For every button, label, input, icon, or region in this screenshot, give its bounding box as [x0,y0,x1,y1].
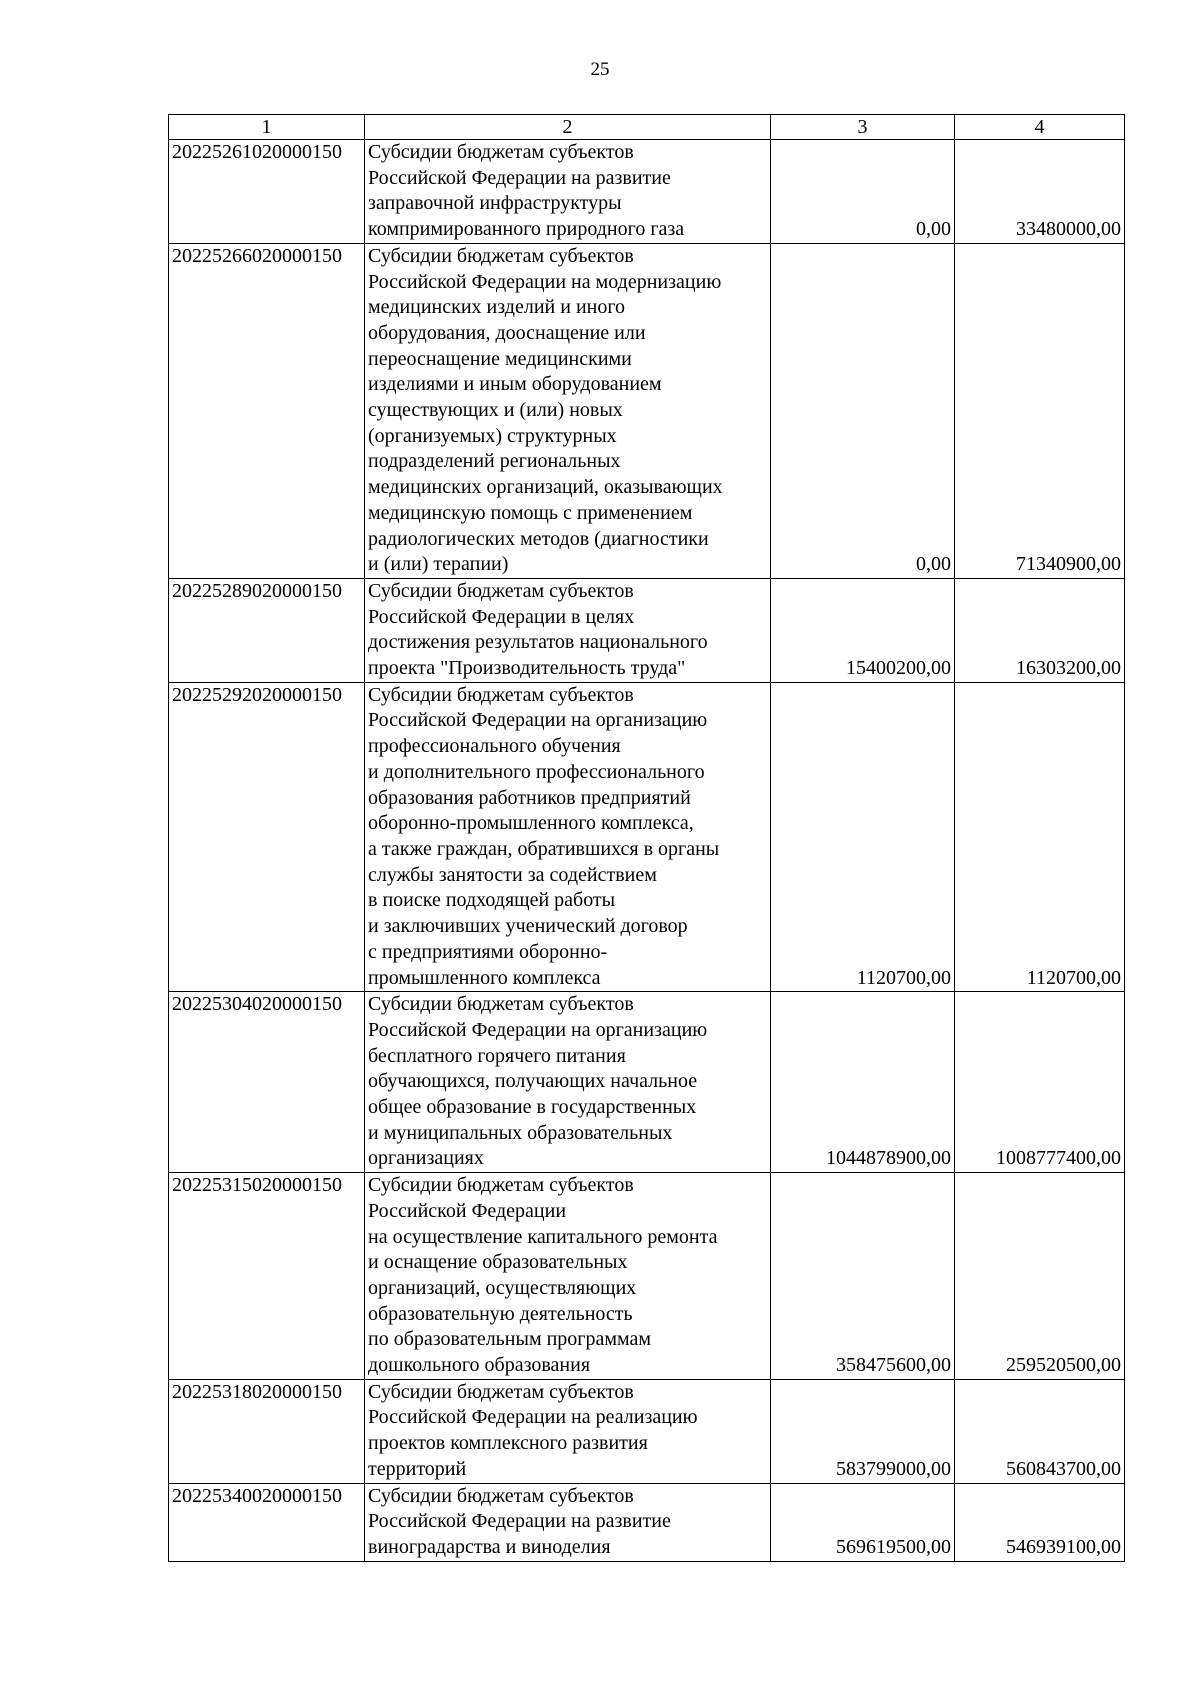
amount-col-4-cell: 33480000,00 [955,140,1125,244]
amount-col-3-cell: 583799000,00 [771,1379,955,1483]
description-cell: Субсидии бюджетам субъектов Российской Федерации на модернизацию медицинских изделий и иного оборудования, дооснащение или переоснащение медицинскими изделиями и иным оборудованием существующих и (или) новых (организуемых) структурных подразделений региональных медицинских организаций, оказывающих медицинскую помощь с применением радиологических методов (диагностики и (или) терапии) [365,243,771,578]
description-cell: Субсидии бюджетам субъектов Российской Федерации в целях достижения результатов национального проекта "Производительность труда" [365,578,771,682]
amount-col-4-cell: 71340900,00 [955,243,1125,578]
table-header-row [169,115,1125,140]
description-cell: Субсидии бюджетам субъектов Российской Федерации на реализацию проектов комплексного развития территорий [365,1379,771,1483]
amount-col-4-cell: 259520500,00 [955,1173,1125,1380]
amount-col-3-cell: 0,00 [771,140,955,244]
amount-col-4-cell: 560843700,00 [955,1379,1125,1483]
description-cell: Субсидии бюджетам субъектов Российской Федерации на организацию бесплатного горячего питания обучающихся, получающих начальное общее образование в государственных и муниципальных образовательных организациях [365,992,771,1173]
description-cell: Субсидии бюджетам субъектов Российской Федерации на развитие заправочной инфраструктуры компримированного природного газа [365,140,771,244]
amount-col-3-cell: 569619500,00 [771,1483,955,1561]
description-cell: Субсидии бюджетам субъектов Российской Федерации на организацию профессионального обучения и дополнительного профессионального образования работников предприятий оборонно-промышленного комплекса, а также граждан, обратившихся в органы службы занятости за содействием в поиске подходящей работы и заключивших ученический договор с предприятиями оборонно- промышленного комплекса [365,682,771,991]
budget-code-cell: 20225266020000150 [169,243,365,578]
budget-code-cell: 20225289020000150 [169,578,365,682]
table-row [169,578,1125,682]
budget-code-cell: 20225261020000150 [169,140,365,244]
table-row [169,682,1125,991]
amount-col-3-cell: 15400200,00 [771,578,955,682]
table-row [169,140,1125,244]
budget-table [168,114,1125,1562]
table-row [169,1173,1125,1380]
header-col-4: 4 [955,115,1125,140]
table-row [169,992,1125,1173]
budget-code-cell: 20225292020000150 [169,682,365,991]
page-number: 25 [590,59,610,80]
table-row [169,243,1125,578]
header-col-3: 3 [771,115,955,140]
amount-col-3-cell: 1044878900,00 [771,992,955,1173]
amount-col-3-cell: 0,00 [771,243,955,578]
description-cell: Субсидии бюджетам субъектов Российской Федерации на развитие виноградарства и виноделия [365,1483,771,1561]
budget-code-cell: 20225304020000150 [169,992,365,1173]
amount-col-4-cell: 16303200,00 [955,578,1125,682]
description-cell: Субсидии бюджетам субъектов Российской Федерации на осуществление капитального ремонта и оснащение образовательных организаций, осуществляющих образовательную деятельность по образовательным программам дошкольного образования [365,1173,771,1380]
amount-col-4-cell: 1120700,00 [955,682,1125,991]
header-col-2: 2 [365,115,771,140]
amount-col-4-cell: 546939100,00 [955,1483,1125,1561]
budget-code-cell: 20225315020000150 [169,1173,365,1380]
amount-col-4-cell: 1008777400,00 [955,992,1125,1173]
amount-col-3-cell: 358475600,00 [771,1173,955,1380]
header-col-1: 1 [169,115,365,140]
budget-code-cell: 20225340020000150 [169,1483,365,1561]
amount-col-3-cell: 1120700,00 [771,682,955,991]
table-row [169,1483,1125,1561]
budget-code-cell: 20225318020000150 [169,1379,365,1483]
table-row [169,1379,1125,1483]
